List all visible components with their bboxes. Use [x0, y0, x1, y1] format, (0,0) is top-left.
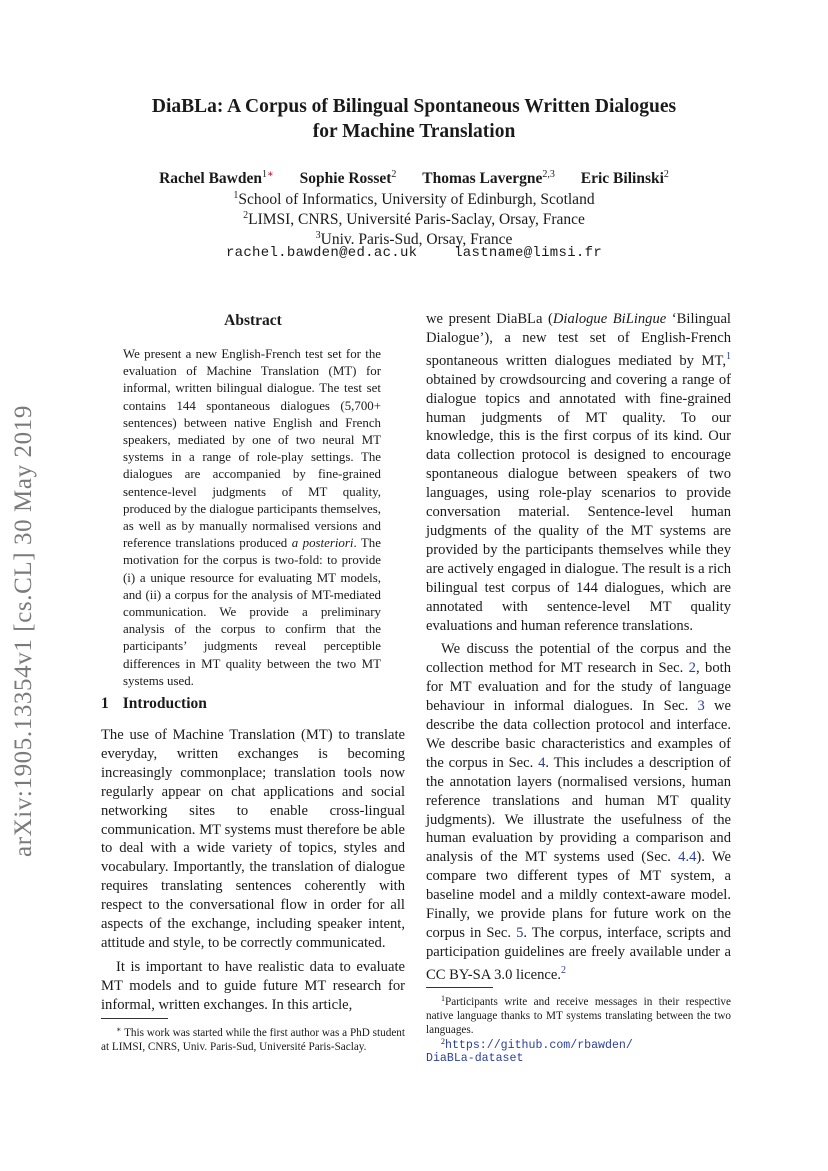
author-name: Thomas Lavergne — [422, 170, 543, 187]
paragraph: It is important to have realistic data to evaluate MT models and to guide future MT research for informal, written exchanges. In this article, — [101, 958, 405, 1013]
footnote-rule — [101, 1018, 168, 1019]
text-run: ). We compare two different types of MT system, a baseline model and a mildly context-aware model. Finally, we provide plans for future work on the corpus in Sec. — [426, 849, 731, 941]
footnote-text: This work was started while the first author was a PhD student at LIMSI, CNRS, Univ. Paris-Sud, Université Paris-Saclay. — [101, 1027, 405, 1053]
footnote-text: Participants write and receive messages in their respective native language thanks to MT systems translating between the two languages. — [426, 996, 731, 1036]
footnote-ref[interactable]: 1 — [726, 350, 731, 362]
intro-body-left — [101, 726, 405, 1015]
italic-run: Dialogue BiLingue — [552, 311, 667, 327]
footnote-mark: 2 — [441, 1037, 445, 1046]
text-run: , both for MT evaluation and for the study of language behaviour in informal dialogues. In Sec. — [426, 660, 731, 715]
footnote-url-link[interactable]: https://github.com/rbawden/ — [445, 1039, 633, 1052]
paper-title — [0, 94, 828, 144]
affiliation-mark: 3 — [315, 230, 321, 241]
author-emails — [0, 245, 828, 261]
section-ref-link[interactable]: 4.4 — [678, 849, 697, 866]
section-ref-link[interactable]: 4 — [538, 754, 546, 771]
footnote-rule — [426, 987, 493, 988]
email-address[interactable]: lastname@limsi.fr — [454, 245, 603, 261]
abstract-text: We present a new English-French test set for the evaluation of Machine Translation (MT) for informal, written bilingual dialogue. The test set contains 144 spontaneous dialogues (5,700+ sentences) between native English and French speakers, mediated by one of two neural MT systems in a range of role-play settings. The dialogues are accompanied by fine-grained sentence-level judgments of MT quality, produced by the dialogue participants themselves, as well as by manually normalised versions and reference translations produced — [123, 347, 381, 551]
footnote-continuation — [426, 1051, 731, 1066]
title-line-2: for Machine Translation — [312, 121, 516, 142]
footnote — [426, 992, 731, 1037]
text-run: . This includes a description of the annotation layers (normalised versions, human reference translations and human MT quality judgments). We illustrate the usefulness of the human evaluation by providing a comparison and analysis of the MT systems used (Sec. — [426, 754, 732, 866]
abstract-text: . The motivation for the corpus is two-fold: to provide (i) a unique resource for evaluating MT models, and (ii) a corpus for the analysis of MT-mediated communication. We provide a preliminary analysis of the corpus to confirm that the participants’ judgments reveal perceptible differences in MT quality between the two MT systems used. — [123, 536, 381, 688]
text-run: obtained by crowdsourcing and covering a range of dialogue topics and annotated with fine-grained human judgments of MT quality. To our knowledge, this is the first corpus of its kind. Our data collection protocol is designed to encourage spontaneous dialogue between speakers of two languages, using role-play scenarios to provide conversation material. Sentence-level human judgments of the quality of the MT systems are provided by the participants themselves while they are actively engaged in dialogue. The result is a rich bilingual test corpus of 144 dialogues, which are annotated with sentence-level MT quality evaluations and human reference translations. — [426, 371, 731, 634]
text-run: we present DiaBLa ( — [426, 311, 553, 327]
affiliation-text: LIMSI, CNRS, Université Paris-Saclay, Orsay, France — [248, 211, 585, 228]
footnote-mark: ∗ — [116, 1025, 122, 1034]
author-affil-mark: 1 — [262, 169, 267, 180]
author-name: Eric Bilinski — [580, 170, 664, 187]
author-affil-mark: 2 — [663, 169, 669, 180]
section-ref-link[interactable]: 5 — [516, 925, 524, 941]
section-heading — [101, 695, 207, 713]
text-run: we describe the data collection protocol and interface. We describe basic characteristics and examples of the corpus in Sec. — [426, 698, 731, 771]
paragraph: The use of Machine Translation (MT) to translate everyday, written exchanges is becoming increasingly commonplace; translation tools now regularly appear on chat applications and social networking sites to enable cross-lingual communication. MT systems must therefore be able to deal with a wide variety of topics, styles and vocabulary. Importantly, the translation of dialogue requires translating sentences coherently with respect to the conversational flow in order for all aspects of the exchange, including speaker intent, attitude and style, to be correctly communicated. — [101, 727, 405, 951]
affiliation-text: Univ. Paris-Sud, Orsay, France — [320, 231, 513, 248]
affiliation-mark: 1 — [233, 190, 239, 201]
section-title: Introduction — [122, 695, 207, 712]
paragraph — [426, 310, 731, 635]
abstract-italic: a posteriori — [291, 536, 354, 551]
text-run: ‘Bilingual Dialogue’), a new test set of English-French spontaneous written dialogues mediated by MT, — [426, 311, 731, 369]
abstract-body — [123, 346, 381, 690]
section-ref-link[interactable]: 2 — [688, 660, 696, 677]
section-number: 1 — [101, 695, 109, 712]
text-run: We discuss the potential of the corpus and the collection method for MT research in Sec. — [426, 641, 731, 677]
footnote — [101, 1023, 405, 1054]
intro-body-right — [426, 310, 731, 985]
email-address[interactable]: rachel.bawden@ed.ac.uk — [225, 245, 418, 261]
title-line-1: DiaBLa: A Corpus of Bilingual Spontaneous Written Dialogues — [151, 96, 677, 117]
author-footnote-mark[interactable]: ∗ — [267, 169, 274, 180]
abstract-heading: Abstract — [224, 312, 282, 329]
section-ref-link[interactable]: 3 — [697, 698, 705, 715]
author-affil-mark: 2 — [391, 169, 397, 180]
arxiv-stamp[interactable]: arXiv:1905.13354v1 [cs.CL] 30 May 2019 — [10, 405, 37, 857]
footnote-ref[interactable]: 2 — [560, 964, 566, 976]
author-affil-mark: 2,3 — [542, 169, 555, 180]
author-name: Rachel Bawden — [159, 170, 262, 187]
text-run: . The corpus, interface, scripts and participation guidelines are freely available under a CC BY-SA 3.0 licence. — [426, 925, 731, 983]
footnote-mark: 1 — [441, 994, 445, 1003]
author-name: Sophie Rosset — [299, 170, 392, 187]
footnote-url-link[interactable]: DiaBLa-dataset — [426, 1052, 524, 1065]
affiliation-mark: 2 — [243, 210, 249, 221]
affiliation-text: School of Informatics, University of Edinburgh, Scotland — [238, 191, 595, 208]
paragraph — [426, 640, 731, 984]
